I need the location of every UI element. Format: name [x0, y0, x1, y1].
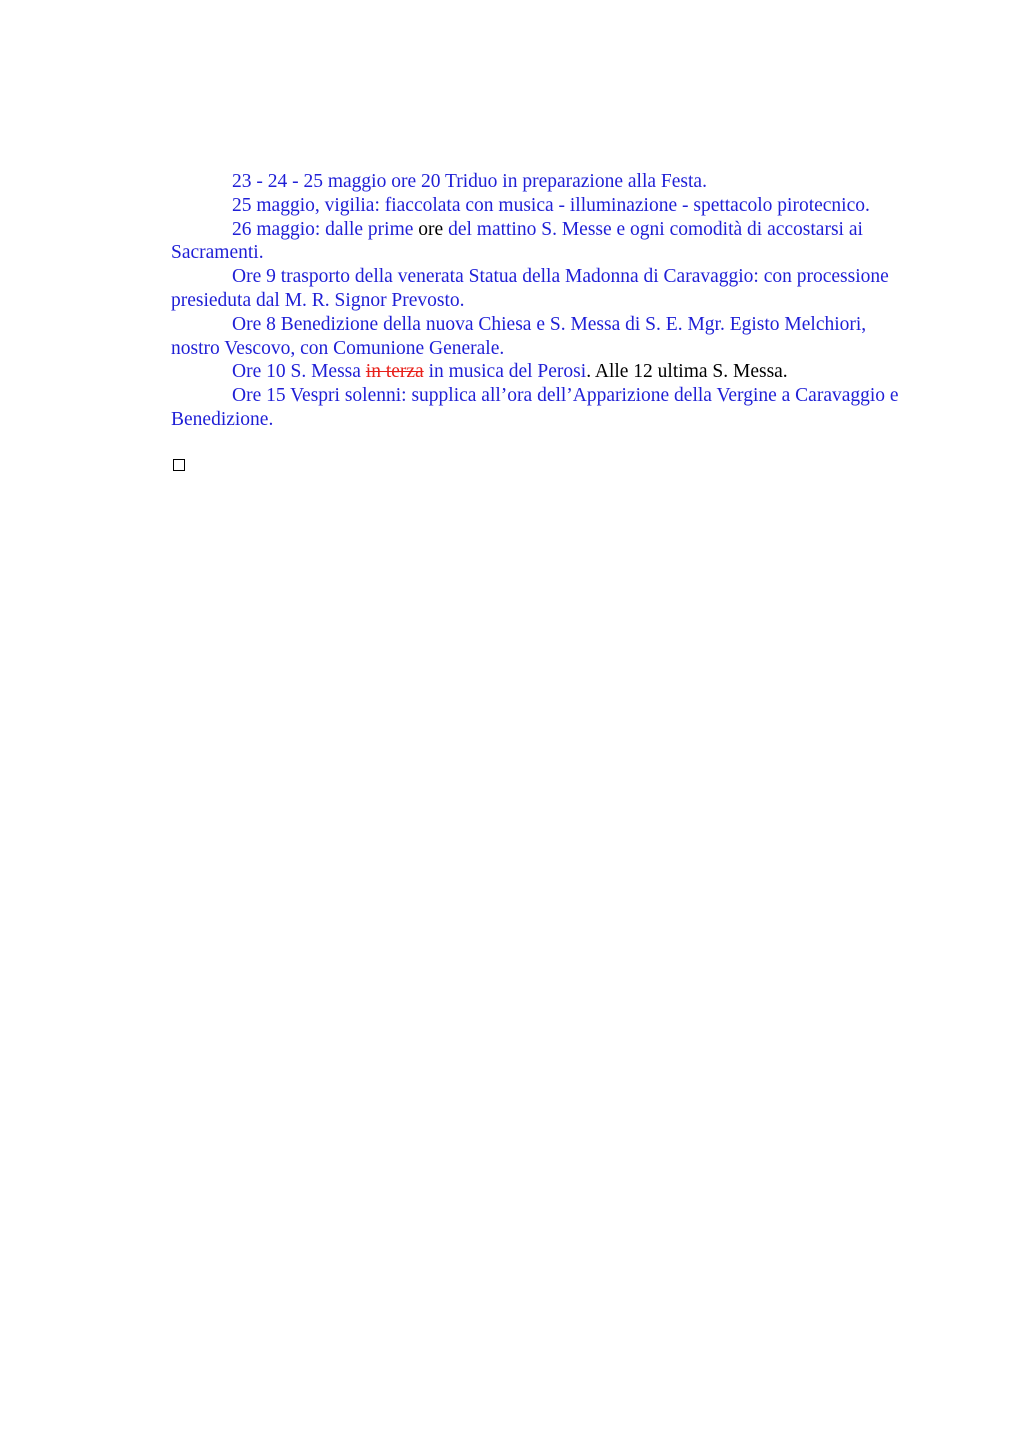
paragraph-ore-8: [171, 313, 911, 361]
paragraph-ore-15: [171, 384, 911, 432]
inserted-text: 23 - 24 - 25 maggio ore 20 Triduo in preparazione alla Festa.: [232, 171, 707, 192]
inserted-text: 26 maggio: dalle prime: [232, 218, 419, 240]
paragraph-ore-9: [171, 265, 911, 313]
plain-text: . Alle 12 ultima S. Messa.: [586, 361, 788, 383]
inserted-text: Ore 8 Benedizione della nuova Chiesa e S. Messa di S. E. Mgr. Egisto Melchiori, nostro Vescovo, con Comunione Generale.: [171, 313, 867, 359]
paragraph-26-maggio: [171, 218, 911, 266]
deleted-text: in terza: [365, 361, 424, 383]
paragraph-ore-10: [171, 360, 911, 384]
plain-text: ore: [418, 218, 444, 240]
paragraph-vigilia: [171, 194, 911, 218]
inserted-text: in musica del Perosi: [423, 361, 587, 383]
inserted-text: Ore 15 Vespri solenni: supplica all’ora dell’Apparizione della Vergine a Caravaggio e Benedizione.: [171, 385, 899, 430]
empty-square-icon: [173, 459, 185, 471]
document-body: [171, 170, 911, 432]
inserted-text: Ore 10 S. Messa: [232, 361, 366, 383]
paragraph-triduo: [171, 170, 911, 194]
inserted-text: 25 maggio, vigilia: fiaccolata con musica - illuminazione - spettacolo pirotecnico.: [232, 194, 870, 216]
inserted-text: del mattino S. Messe e ogni comodità di accostarsi ai Sacramenti.: [171, 218, 863, 264]
inserted-text: Ore 9 trasporto della venerata Statua della Madonna di Caravaggio: con processione presieduta dal M. R. Signor Prevosto.: [171, 266, 889, 311]
